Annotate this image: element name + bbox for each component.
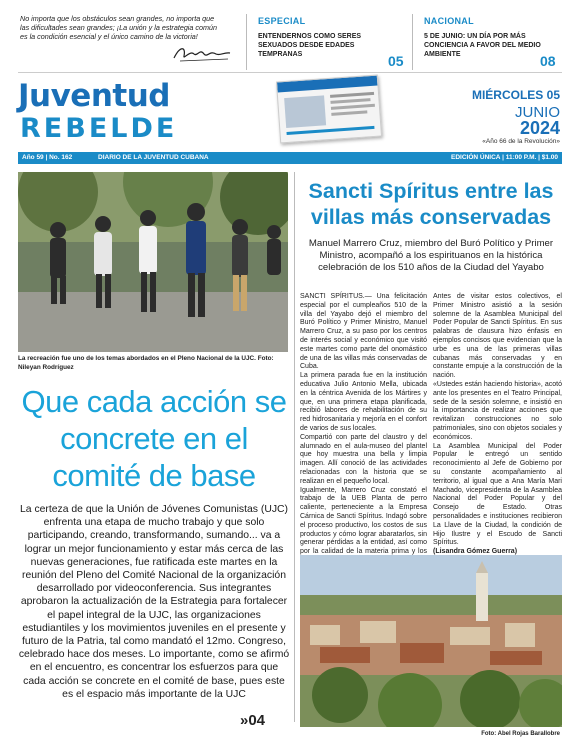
- especial-teaser[interactable]: [258, 16, 398, 59]
- tagline: DIARIO DE LA JUVENTUD CUBANA: [98, 154, 209, 161]
- paragraph: Compartió con parte del claustro y del alumnado en el aula-museo del plantel que hoy muestra una bella y limpia imagen. Allí conoció de las actividades relacionadas con la historia que se realizan en el pequeño local.: [300, 433, 427, 485]
- divider: [412, 14, 413, 70]
- date-year: 2024: [519, 118, 560, 138]
- right-story-column-2: [433, 293, 562, 557]
- right-story-column-1: [300, 293, 427, 566]
- especial-page: 05: [388, 53, 404, 69]
- paragraph: SANCTI SPÍRITUS.— Una felicitación especial por el cumpleaños 510 de la villa del Yayabo dejó el miembro del Buró Político y Primer Ministro, Manuel Marrero Cruz, a su paso por los centros de interés social y económico que visitó este martes como parte del onomástico de una de las villas más conservadas de Cuba.: [300, 293, 427, 371]
- left-photo-caption: La recreación fue uno de los temas abordados en el Pleno Nacional de la UJC. Foto: Nileyan Rodríguez: [18, 355, 274, 371]
- masthead-logo-line2[interactable]: REBELDE: [20, 113, 178, 144]
- paragraph: Igualmente, Marrero Cruz constató el trabajo de la UEB Planta de perro caliente, perteneciente a la Empresa Cárnica de Sancti Spíritus. Indagó sobre el proceso productivo, los costos de sus productos y cómo lograr abaratarlos, sin generar pérdidas a la entidad, así como por la calidad de la materia prima y los: [300, 486, 427, 556]
- nacional-label: NACIONAL: [424, 16, 474, 26]
- left-story-headline[interactable]: Que cada acción se concrete en el comité de base: [21, 384, 287, 493]
- right-story-photo[interactable]: [300, 555, 562, 727]
- issue-bar: [18, 152, 562, 164]
- issue-number: Año 59 | No. 162: [22, 154, 73, 161]
- column-divider: [294, 172, 295, 722]
- paragraph: La primera parada fue en la institución educativa Julio Antonio Mella, ubicada en la céntrica Avenida de los Mártires y que, en una primera etapa planificada, recibió labores de rehabilitación de su red hidrosanitaria y mejoría en el confort de varios de sus locales.: [300, 372, 427, 432]
- masthead-quote: No importa que los obstáculos sean grandes, no importa que las dificultades sean grandes; ¡La unión y la estrategia común es la condición esencial y el único camino de la victoria!: [20, 14, 217, 41]
- paragraph: La Asamblea Municipal del Poder Popular le entregó un sentido reconocimiento al Jefe de Gobierno por su constante acompañamiento al territorio, al igual que a Ana María Mari Machado, vicepresidenta de la Asamblea Nacional del Poder Popular y del Consejo de Estado. Otras personalidades e instituciones recibieron La Llave de la Ciudad, la condición de Hijo Ilustre y el Escudo de Sancti Spíritus.: [433, 442, 562, 547]
- nacional-page: 08: [540, 53, 556, 69]
- date-weekday: MIÉRCOLES 05: [471, 88, 560, 102]
- newspaper-thumbnail: [276, 75, 382, 144]
- left-story-body: La certeza de que la Unión de Jóvenes Comunistas (UJC) enfrenta una etapa de mucho trabajo y que solo participando, creando, transformando, sumando... va a lograr un mejor funcionamiento y estar más cerca de las nuevas generaciones, fue ratificada este martes en la reunión del Pleno del Comité Nacional de la organización desarrollado por videoconferencia. Sus integrantes aprobaron la actualización de la Estrategia para fortalecer el papel integral de la UJC, las organizaciones estudiantiles y los movimientos juveniles en el presente y futuro de la Patria, tal como mandató el 12mo. Congreso, celebrado hace dos meses. Lo importante, como se afirmó en el encuentro, es concentrar los esfuerzos para que cada acción se concrete en el comité de base, pues este es el espacio más importante de la UJC: [18, 504, 290, 700]
- date-motto: «Año 66 de la Revolución»: [482, 138, 560, 145]
- byline: (Lisandra Gómez Guerra): [433, 548, 518, 556]
- nacional-text: 5 DE JUNIO: UN DÍA POR MÁS CONCIENCIA A FAVOR DEL MEDIO AMBIENTE: [424, 33, 541, 58]
- especial-text: ENTENDERNOS COMO SERES SEXUADOS DESDE EDADES TEMPRANAS: [258, 33, 362, 58]
- left-story-photo[interactable]: [18, 172, 288, 352]
- masthead-logo-line1[interactable]: Juventud: [18, 78, 170, 114]
- left-story-jump[interactable]: »04: [240, 712, 266, 729]
- paragraph: «Ustedes están haciendo historia», acotó ante los presentes en el Teatro Principal, sede de la sesión solemne, e insistió en la importancia de realizar acciones que revitalizan construcciones no solo patrimoniales, sino con objetos sociales y económicos.: [433, 380, 562, 441]
- signature-icon: [170, 42, 234, 64]
- especial-label: ESPECIAL: [258, 16, 306, 26]
- divider: [246, 14, 247, 70]
- divider: [18, 72, 562, 73]
- right-story-headline[interactable]: Sancti Spíritus entre las villas más conservadas: [308, 179, 554, 229]
- date-month: JUNIO: [515, 104, 560, 121]
- right-photo-credit: Foto: Abel Rojas Barallobre: [481, 731, 560, 737]
- paragraph: Antes de visitar estos colectivos, el Primer Ministro asistió a la sesión solemne de la Asamblea Municipal del Poder Popular de Sancti Spíritus. En sus palabras de clausura hizo énfasis en ejemplos concisos que evidencian que la urbe es una de las primeras villas cubanas más conservadas y en constante empuje a la construcción de la nación.: [433, 293, 562, 380]
- right-story-lead: Manuel Marrero Cruz, miembro del Buró Político y Primer Ministro, acompañó a los espirituanos en la histórica celebración de los 510 años de la Ciudad del Yayabo: [308, 238, 554, 273]
- edition-info: EDICIÓN ÚNICA | 11:00 P.M. | $1.00: [451, 154, 558, 161]
